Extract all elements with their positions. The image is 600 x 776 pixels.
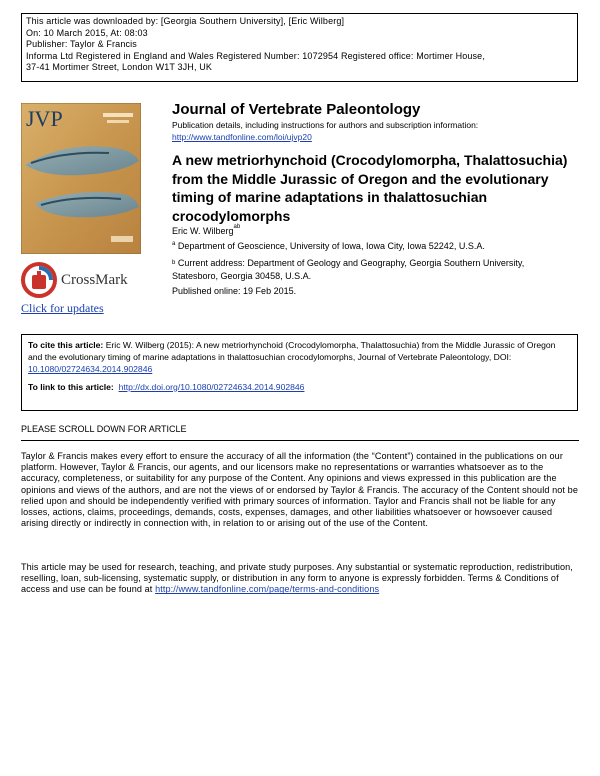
author-name-text: Eric W. Wilberg <box>172 226 234 236</box>
click-for-updates-link[interactable]: Click for updates <box>21 301 104 315</box>
divider <box>21 440 579 441</box>
publication-details: Publication details, including instructions for authors and subscription information: <box>172 120 479 130</box>
citation-paragraph <box>28 339 571 376</box>
download-line: This article was downloaded by: [Georgia Southern University], [Eric Wilberg] <box>26 16 345 26</box>
link-label: To link to this article: <box>28 381 114 392</box>
journal-cover-image <box>21 103 141 254</box>
link-to-article <box>28 381 571 393</box>
citation-text: Eric W. Wilberg (2015): A new metriorhynchoid (Crocodylomorpha, Thalattosuchia) from the Middle Jurassic of Oregon and the evolutionary timing of marine adaptations in thalattosuchian crocodylomorphs, Journal of Vertebrate Paleontology, DOI: <box>28 340 556 363</box>
download-notice-box <box>21 13 578 82</box>
affil-b-text: Current address: Department of Geology and Geography, Georgia Southern University, Statesboro, Georgia 30458, U.S.A. <box>172 258 525 281</box>
author-name <box>172 226 240 236</box>
citation-box <box>21 334 578 411</box>
article-doi-url[interactable]: http://dx.doi.org/10.1080/02724634.2014.902846 <box>118 381 305 392</box>
affil-b-marker: b <box>172 260 176 266</box>
registration-line: Informa Ltd Registered in England and Wales Registered Number: 1072954 Registered office: Mortimer House, <box>26 50 485 61</box>
crossmark-label: CrossMark <box>61 272 128 288</box>
journal-title: Journal of Vertebrate Paleontology <box>172 101 421 118</box>
affiliation-a <box>172 241 485 251</box>
cover-abbrev: JVP <box>26 106 63 131</box>
author-affil-markers: ab <box>233 224 241 230</box>
terms-paragraph <box>21 562 581 596</box>
terms-text: This article may be used for research, teaching, and private study purposes. Any substantial or systematic reproduction, redistribution, reselling, loan, sub-licensing, systematic supply, or distribution in any form to anyone is expressly forbidden. Terms & Conditions of access and use can be found at <box>21 562 573 595</box>
citation-label: To cite this article: <box>28 340 104 350</box>
publisher-line: Publisher: Taylor & Francis <box>26 39 137 50</box>
journal-url-link[interactable]: http://www.tandfonline.com/loi/ujvp20 <box>172 132 312 142</box>
affil-a-marker: a <box>172 241 176 247</box>
scroll-notice: PLEASE SCROLL DOWN FOR ARTICLE <box>21 424 187 434</box>
citation-doi-link[interactable]: 10.1080/02724634.2014.902846 <box>28 364 153 375</box>
address-line: 37-41 Mortimer Street, London W1T 3JH, UK <box>26 62 213 73</box>
affil-a-text: Department of Geoscience, University of Iowa, Iowa City, Iowa 52242, U.S.A. <box>177 241 485 251</box>
published-date: Published online: 19 Feb 2015. <box>172 286 297 296</box>
affiliation-b <box>172 257 572 283</box>
article-title: A new metriorhynchoid (Crocodylomorpha, Thalattosuchia) from the Middle Jurassic of Oregon and the evolutionary timing of marine adaptations in thalattosuchian crocodylomorphs <box>172 152 568 224</box>
terms-conditions-link[interactable]: http://www.tandfonline.com/page/terms-and-conditions <box>155 584 380 595</box>
crossmark-logo[interactable] <box>21 262 126 300</box>
download-date: On: 10 March 2015, At: 08:03 <box>26 27 148 38</box>
disclaimer-paragraph: Taylor & Francis makes every effort to ensure the accuracy of all the information (the “Content”) contained in the publications on our platform. However, Taylor & Francis, our agents, and our licensors make no representations or warranties whatsoever as to the accuracy, completeness, or suitability for any purpose of the Content. Any opinions and views expressed in this publication are the opinions and views of the authors, and are not the views of or endorsed by Taylor & Francis. The accuracy of the Content should not be relied upon and should be independently verified with primary sources of information. Taylor and Francis shall not be liable for any losses, actions, claims, proceedings, demands, costs, expenses, damages, and other liabilities whatsoever or howsoever caused arising directly or indirectly in connection with, in relation to or arising out of the use of the Content. <box>21 451 578 529</box>
crossmark-icon <box>21 262 57 298</box>
